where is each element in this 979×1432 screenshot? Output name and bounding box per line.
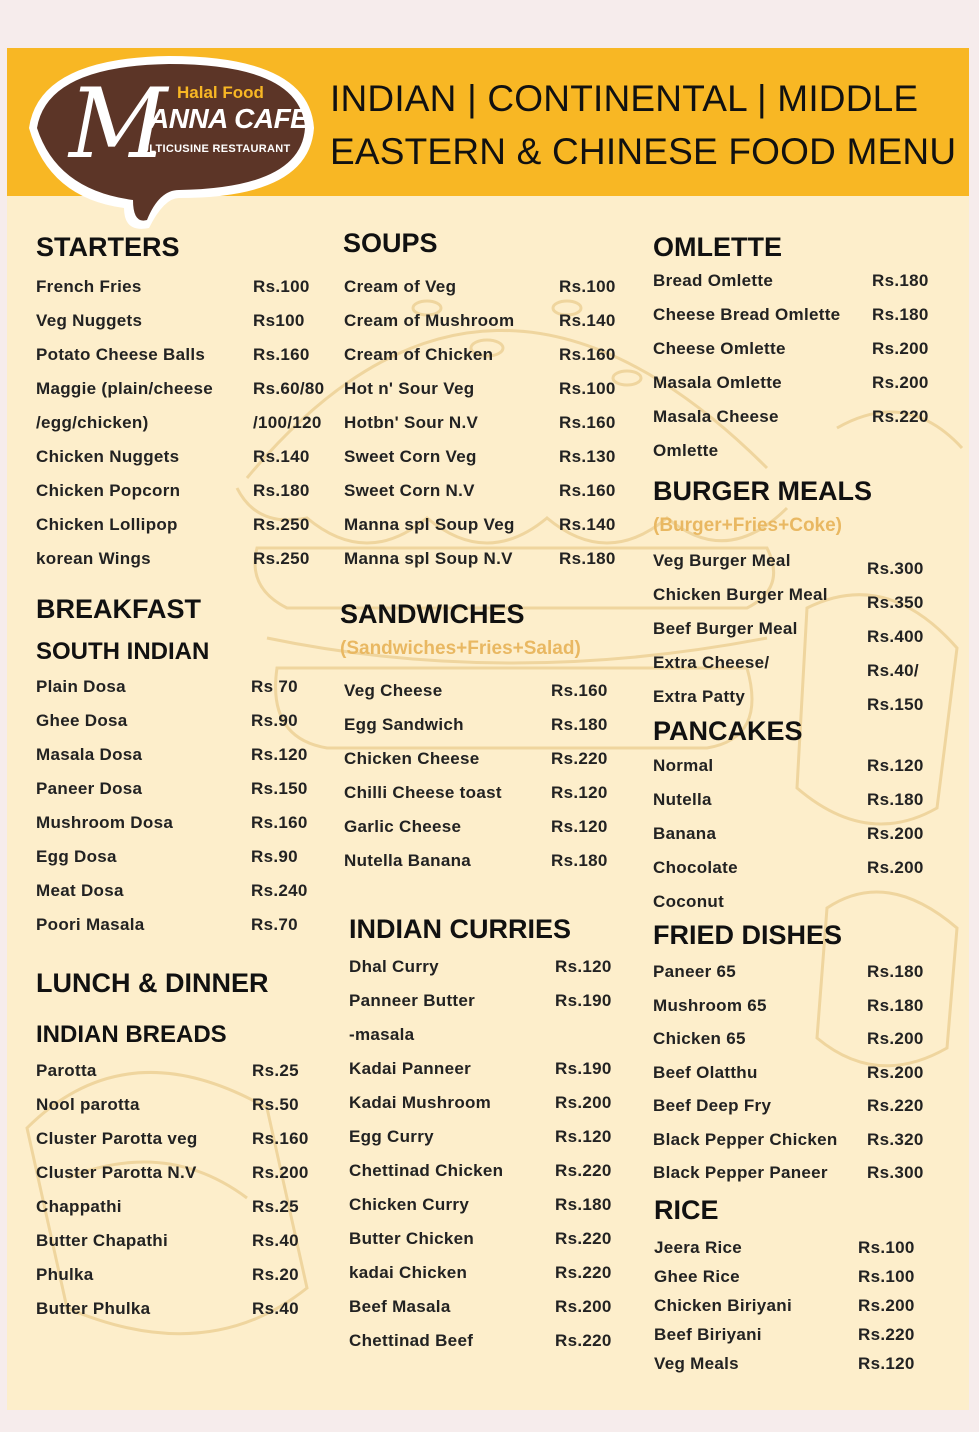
menu-item-price: Rs.200 [858, 1296, 915, 1315]
menu-item-price: Rs.100 [858, 1267, 915, 1286]
menu-item-price: Rs.180 [867, 790, 924, 809]
menu-item-name: Black Pepper Paneer [653, 1163, 828, 1182]
menu-item-name: Chappathi [36, 1197, 122, 1216]
menu-item [36, 1129, 332, 1155]
menu-item-name: Panneer Butter [349, 991, 476, 1010]
menu-item [349, 1297, 635, 1323]
menu-item-price: Rs.120 [555, 957, 612, 976]
menu-item [653, 996, 947, 1022]
menu-item-price: Rs.25 [252, 1061, 299, 1080]
menu-item-price: Rs.100 [858, 1238, 915, 1257]
menu-item [653, 441, 952, 467]
rice-title: RICE [654, 1195, 719, 1225]
menu-item-name: Chettinad Beef [349, 1331, 474, 1350]
menu-item [653, 1029, 947, 1055]
menu-item-price: Rs.120 [867, 756, 924, 775]
menu-item-price: Rs.140 [559, 515, 616, 534]
starters-title: STARTERS [36, 232, 180, 262]
menu-item-name: Garlic Cheese [344, 817, 462, 836]
menu-item-price: Rs.240 [251, 881, 308, 900]
menu-item-price: Rs100 [253, 311, 305, 330]
menu-item-name: Chicken Popcorn [36, 481, 181, 500]
menu-item-name: Normal [653, 756, 714, 775]
menu-item-name: Cream of Veg [344, 277, 457, 296]
breakfast-title: BREAKFAST [36, 594, 202, 624]
menu-item-price: Rs.250 [253, 549, 310, 568]
menu-item-price: Rs.220 [867, 1096, 924, 1115]
menu-item-name: Kadai Mushroom [349, 1093, 492, 1112]
menu-item-name: Cheese Omlette [653, 339, 786, 358]
menu-item-name: Beef Masala [349, 1297, 451, 1316]
menu-item [36, 311, 333, 337]
menu-item-price: Rs.180 [551, 851, 608, 870]
menu-item-name: Masala Omlette [653, 373, 782, 392]
menu-item [654, 1325, 938, 1351]
menu-item [349, 1025, 635, 1051]
menu-item-name: Parotta [36, 1061, 97, 1080]
menu-item [36, 447, 333, 473]
menu-item [344, 413, 639, 439]
menu-item-price: Rs.140 [559, 311, 616, 330]
menu-item [654, 1354, 938, 1380]
menu-item [654, 1296, 938, 1322]
menu-item [36, 1061, 332, 1087]
menu-item-price: Rs.250 [253, 515, 310, 534]
menu-item-price: Rs.160 [251, 813, 308, 832]
menu-item [36, 1163, 332, 1189]
menu-item [653, 824, 947, 850]
menu-item-name: Butter Phulka [36, 1299, 151, 1318]
menu-item-price: Rs.130 [559, 447, 616, 466]
menu-item-name: Jeera Rice [654, 1238, 743, 1257]
menu-item-name: Chicken Lollipop [36, 515, 178, 534]
menu-item-price: Rs.190 [555, 1059, 612, 1078]
menu-item [349, 1195, 635, 1221]
menu-item-name: Potato Cheese Balls [36, 345, 206, 364]
menu-item-name: Nutella [653, 790, 712, 809]
menu-item-price: Rs.120 [858, 1354, 915, 1373]
menu-item [36, 1265, 332, 1291]
menu-item-name: Masala Cheese [653, 407, 779, 426]
logo-name: ANNA CAFE [149, 103, 309, 134]
menu-item [654, 1267, 938, 1293]
menu-item [349, 1127, 635, 1153]
menu-item [653, 619, 947, 645]
menu-page [7, 48, 969, 1410]
menu-item [36, 881, 331, 907]
burger-meals-note: (Burger+Fries+Coke) [653, 515, 843, 536]
sandwiches-note: (Sandwiches+Fries+Salad) [340, 638, 581, 659]
menu-item [653, 790, 947, 816]
menu-item [344, 851, 631, 877]
menu-item [344, 549, 639, 575]
menu-item-price: Rs.120 [551, 817, 608, 836]
menu-item-price: Rs.160 [559, 481, 616, 500]
menu-item-price: Rs.60/80 [253, 379, 325, 398]
menu-item [653, 962, 947, 988]
logo-halal-text: Halal Food [177, 83, 264, 102]
menu-item-name: French Fries [36, 277, 142, 296]
menu-item [36, 1231, 332, 1257]
menu-item-price: Rs.190 [555, 991, 612, 1010]
menu-item-price: Rs.25 [252, 1197, 299, 1216]
menu-item [653, 339, 952, 365]
menu-item-name: Chicken Nuggets [36, 447, 180, 466]
menu-item-price: Rs.220 [555, 1229, 612, 1248]
menu-item [653, 305, 952, 331]
menu-item [344, 277, 639, 303]
menu-item-price: Rs.20 [252, 1265, 299, 1284]
menu-item-name: Beef Olatthu [653, 1062, 758, 1082]
menu-item-name: Masala Dosa [36, 745, 143, 764]
menu-item [344, 783, 631, 809]
menu-item [653, 1096, 947, 1122]
menu-item-price: Rs.320 [867, 1129, 924, 1149]
menu-item-name: Paneer Dosa [36, 779, 143, 798]
menu-item [36, 1299, 332, 1325]
menu-item-price: Rs.150 [251, 779, 308, 798]
menu-item-name: Egg Curry [349, 1127, 434, 1146]
south-indian-subtitle: SOUTH INDIAN [36, 638, 210, 665]
menu-item-name: Beef Burger Meal [653, 619, 798, 638]
menu-item-name: Paneer 65 [653, 962, 737, 981]
menu-item [349, 1161, 635, 1187]
menu-item-name: Chilli Cheese toast [344, 783, 502, 802]
menu-item [344, 681, 631, 707]
menu-item-name: Chicken Biriyani [654, 1296, 793, 1315]
menu-item-price: Rs.220 [555, 1331, 612, 1350]
menu-item-name: Ghee Dosa [36, 711, 128, 730]
menu-item-price: Rs.200 [872, 339, 929, 358]
menu-item-name: Maggie (plain/cheese [36, 379, 213, 398]
menu-item-name: Beef Biriyani [654, 1325, 762, 1344]
menu-item-name: Omlette [653, 441, 719, 460]
menu-item [344, 345, 639, 371]
menu-item-name: Hotbn' Sour N.V [344, 413, 479, 432]
menu-item-name: Chicken Burger Meal [653, 585, 828, 604]
menu-item [349, 1229, 635, 1255]
menu-item-name: /egg/chicken) [36, 413, 149, 432]
menu-item-name: Sweet Corn N.V [344, 481, 475, 500]
menu-item-price: Rs.200 [867, 824, 924, 843]
indian-curries-title: INDIAN CURRIES [349, 914, 572, 944]
menu-item-name: Plain Dosa [36, 677, 126, 696]
menu-item [653, 407, 952, 433]
menu-item-name: Kadai Panneer [349, 1059, 472, 1078]
logo-tagline: ULTICUSINE RESTAURANT [141, 143, 291, 155]
menu-item [344, 447, 639, 473]
menu-item-price: Rs.300 [867, 1163, 924, 1182]
menu-item-name: Beef Deep Fry [653, 1096, 772, 1115]
logo [29, 48, 319, 233]
menu-item-name: Sweet Corn Veg [344, 447, 477, 466]
menu-item-price: Rs.160 [253, 345, 310, 364]
menu-item-price: Rs.200 [867, 1029, 924, 1048]
menu-item-name: Phulka [36, 1265, 94, 1284]
menu-item-price: Rs.200 [872, 373, 929, 392]
fried-dishes-title: FRIED DISHES [653, 920, 843, 950]
menu-item-price: Rs.40 [252, 1231, 299, 1250]
omlette-title: OMLETTE [653, 232, 782, 262]
menu-item [344, 715, 631, 741]
menu-item-price: Rs.220 [555, 1263, 612, 1282]
menu-item [36, 481, 333, 507]
menu-item-price: Rs.200 [252, 1163, 309, 1182]
menu-item-name: Egg Dosa [36, 847, 117, 866]
menu-item-name: kadai Chicken [349, 1263, 468, 1282]
menu-item [344, 481, 639, 507]
menu-item-name: Extra Patty [653, 687, 746, 706]
menu-item [36, 677, 331, 703]
menu-item-name: Nool parotta [36, 1095, 140, 1114]
page-title [330, 72, 960, 178]
menu-item [344, 817, 631, 843]
menu-item-name: Cluster Parotta veg [36, 1129, 198, 1148]
menu-item [653, 1130, 947, 1156]
menu-item-name: Hot n' Sour Veg [344, 379, 475, 398]
menu-item-price: Rs.220 [551, 749, 608, 768]
menu-item [344, 379, 639, 405]
menu-item-price: Rs.100 [253, 277, 310, 296]
menu-item-name: Mushroom Dosa [36, 813, 174, 832]
menu-item [349, 1093, 635, 1119]
menu-item-name: Butter Chicken [349, 1229, 475, 1248]
menu-item [653, 271, 952, 297]
menu-item-price: Rs.180 [872, 305, 929, 324]
menu-item-name: Cream of Mushroom [344, 311, 515, 330]
menu-item [344, 311, 639, 337]
menu-item-price: Rs.150 [867, 695, 924, 714]
menu-item-price: Rs.220 [555, 1161, 612, 1180]
menu-item-price: Rs.180 [559, 549, 616, 568]
menu-item [349, 1263, 635, 1289]
menu-item [36, 813, 331, 839]
menu-item-price: Rs.120 [555, 1127, 612, 1146]
menu-item-price: Rs.180 [555, 1195, 612, 1214]
menu-item-name: Chicken Curry [349, 1195, 470, 1214]
menu-item-price: Rs.400 [867, 627, 924, 646]
menu-item-name: Manna spl Soup N.V [344, 549, 513, 568]
menu-item-name: Chocolate [653, 858, 738, 877]
menu-item-price: Rs.180 [867, 962, 924, 981]
menu-item-price: Rs.350 [867, 593, 924, 612]
menu-item-name: Cluster Parotta N.V [36, 1163, 197, 1182]
menu-item [349, 991, 635, 1017]
menu-item-name: -masala [349, 1025, 415, 1044]
menu-item [653, 858, 947, 884]
menu-item-name: Chicken 65 [653, 1029, 746, 1048]
menu-item [349, 1331, 635, 1357]
menu-item-name: Egg Sandwich [344, 715, 464, 734]
menu-item [653, 585, 947, 611]
menu-item-price: Rs.180 [253, 481, 310, 500]
menu-item-name: Black Pepper Chicken [653, 1129, 838, 1149]
menu-item [36, 549, 333, 575]
menu-item [36, 1197, 332, 1223]
menu-item-name: Butter Chapathi [36, 1231, 168, 1250]
menu-item-name: Chicken Cheese [344, 749, 480, 768]
menu-item-price: Rs.40/ [867, 661, 919, 680]
menu-item [36, 711, 331, 737]
logo-initial: M [69, 68, 168, 180]
menu-item-price: Rs.160 [551, 681, 608, 700]
menu-item-name: Cream of Chicken [344, 345, 494, 364]
menu-item-price: Rs.50 [252, 1095, 299, 1114]
lunch-dinner-title: LUNCH & DINNER [36, 968, 269, 998]
menu-item-price: Rs.120 [251, 745, 308, 764]
headline-line-1: INDIAN | CONTINENTAL | MIDDLE [330, 78, 919, 119]
menu-item-name: Ghee Rice [654, 1267, 740, 1286]
menu-item-name: Cheese Bread Omlette [653, 305, 841, 324]
indian-breads-subtitle: INDIAN BREADS [36, 1021, 227, 1048]
menu-item-price: Rs.140 [253, 447, 310, 466]
menu-item [36, 847, 331, 873]
menu-item-name: Veg Meals [654, 1354, 739, 1373]
menu-item-price: Rs.70 [251, 915, 298, 934]
menu-item-name: Banana [653, 824, 717, 843]
soups-title: SOUPS [343, 228, 438, 258]
menu-item-price: Rs.160 [559, 345, 616, 364]
menu-item [654, 1238, 938, 1264]
sandwiches-title: SANDWICHES [340, 599, 525, 629]
menu-item [653, 687, 947, 713]
menu-item [653, 756, 947, 782]
menu-item [653, 892, 947, 918]
menu-item [653, 1063, 947, 1089]
menu-item-name: Dhal Curry [349, 957, 439, 976]
menu-item-price: Rs.90 [251, 847, 298, 866]
menu-item-price: Rs.160 [252, 1129, 309, 1148]
menu-item [653, 653, 947, 679]
menu-item-name: Nutella Banana [344, 851, 472, 870]
menu-item-name: Veg Nuggets [36, 311, 143, 330]
pancakes-title: PANCAKES [653, 716, 803, 746]
menu-item [36, 277, 333, 303]
menu-item-price: /100/120 [253, 413, 322, 432]
menu-item [36, 745, 331, 771]
burger-meals-title: BURGER MEALS [653, 476, 873, 506]
menu-item [653, 1163, 947, 1189]
menu-item-price: Rs.180 [872, 271, 929, 290]
menu-item-name: Veg Cheese [344, 681, 443, 700]
menu-item [344, 515, 639, 541]
menu-item-name: Meat Dosa [36, 881, 124, 900]
menu-item-price: Rs.180 [867, 995, 924, 1015]
menu-item-price: Rs.300 [867, 559, 924, 578]
menu-item [653, 551, 947, 577]
menu-item-price: Rs.100 [559, 277, 616, 296]
menu-item-price: Rs.200 [555, 1297, 612, 1316]
menu-item [36, 379, 333, 405]
menu-item-name: Veg Burger Meal [653, 551, 791, 570]
menu-item-price: Rs.200 [555, 1093, 612, 1112]
menu-item-price: Rs.200 [867, 858, 924, 877]
menu-item-name: Bread Omlette [653, 271, 774, 290]
menu-item [36, 515, 333, 541]
menu-item-price: Rs 70 [251, 677, 298, 696]
menu-item-price: Rs.220 [858, 1325, 915, 1344]
menu-item [36, 779, 331, 805]
menu-item [349, 1059, 635, 1085]
menu-item [36, 413, 333, 439]
menu-item [653, 373, 952, 399]
menu-item-price: Rs.160 [559, 413, 616, 432]
headline-line-2: EASTERN & CHINESE FOOD MENU [330, 131, 957, 172]
menu-item-name: Coconut [653, 892, 725, 911]
menu-item-price: Rs.40 [252, 1299, 299, 1318]
menu-item [36, 1095, 332, 1121]
menu-item-name: Extra Cheese/ [653, 653, 770, 672]
menu-item-name: Manna spl Soup Veg [344, 515, 515, 534]
menu-item-price: Rs.180 [551, 715, 608, 734]
menu-item-name: Poori Masala [36, 915, 145, 934]
menu-item-name: Mushroom 65 [653, 995, 767, 1015]
menu-item-name: korean Wings [36, 549, 151, 568]
menu-item [349, 957, 635, 983]
menu-item-price: Rs.100 [559, 379, 616, 398]
menu-item [36, 915, 331, 941]
menu-item-name: Chettinad Chicken [349, 1161, 504, 1180]
menu-item-price: Rs.120 [551, 783, 608, 802]
menu-item [344, 749, 631, 775]
menu-item-price: Rs.90 [251, 711, 298, 730]
menu-item [36, 345, 333, 371]
menu-item-price: Rs.220 [872, 407, 929, 426]
menu-item-price: Rs.200 [867, 1062, 924, 1082]
